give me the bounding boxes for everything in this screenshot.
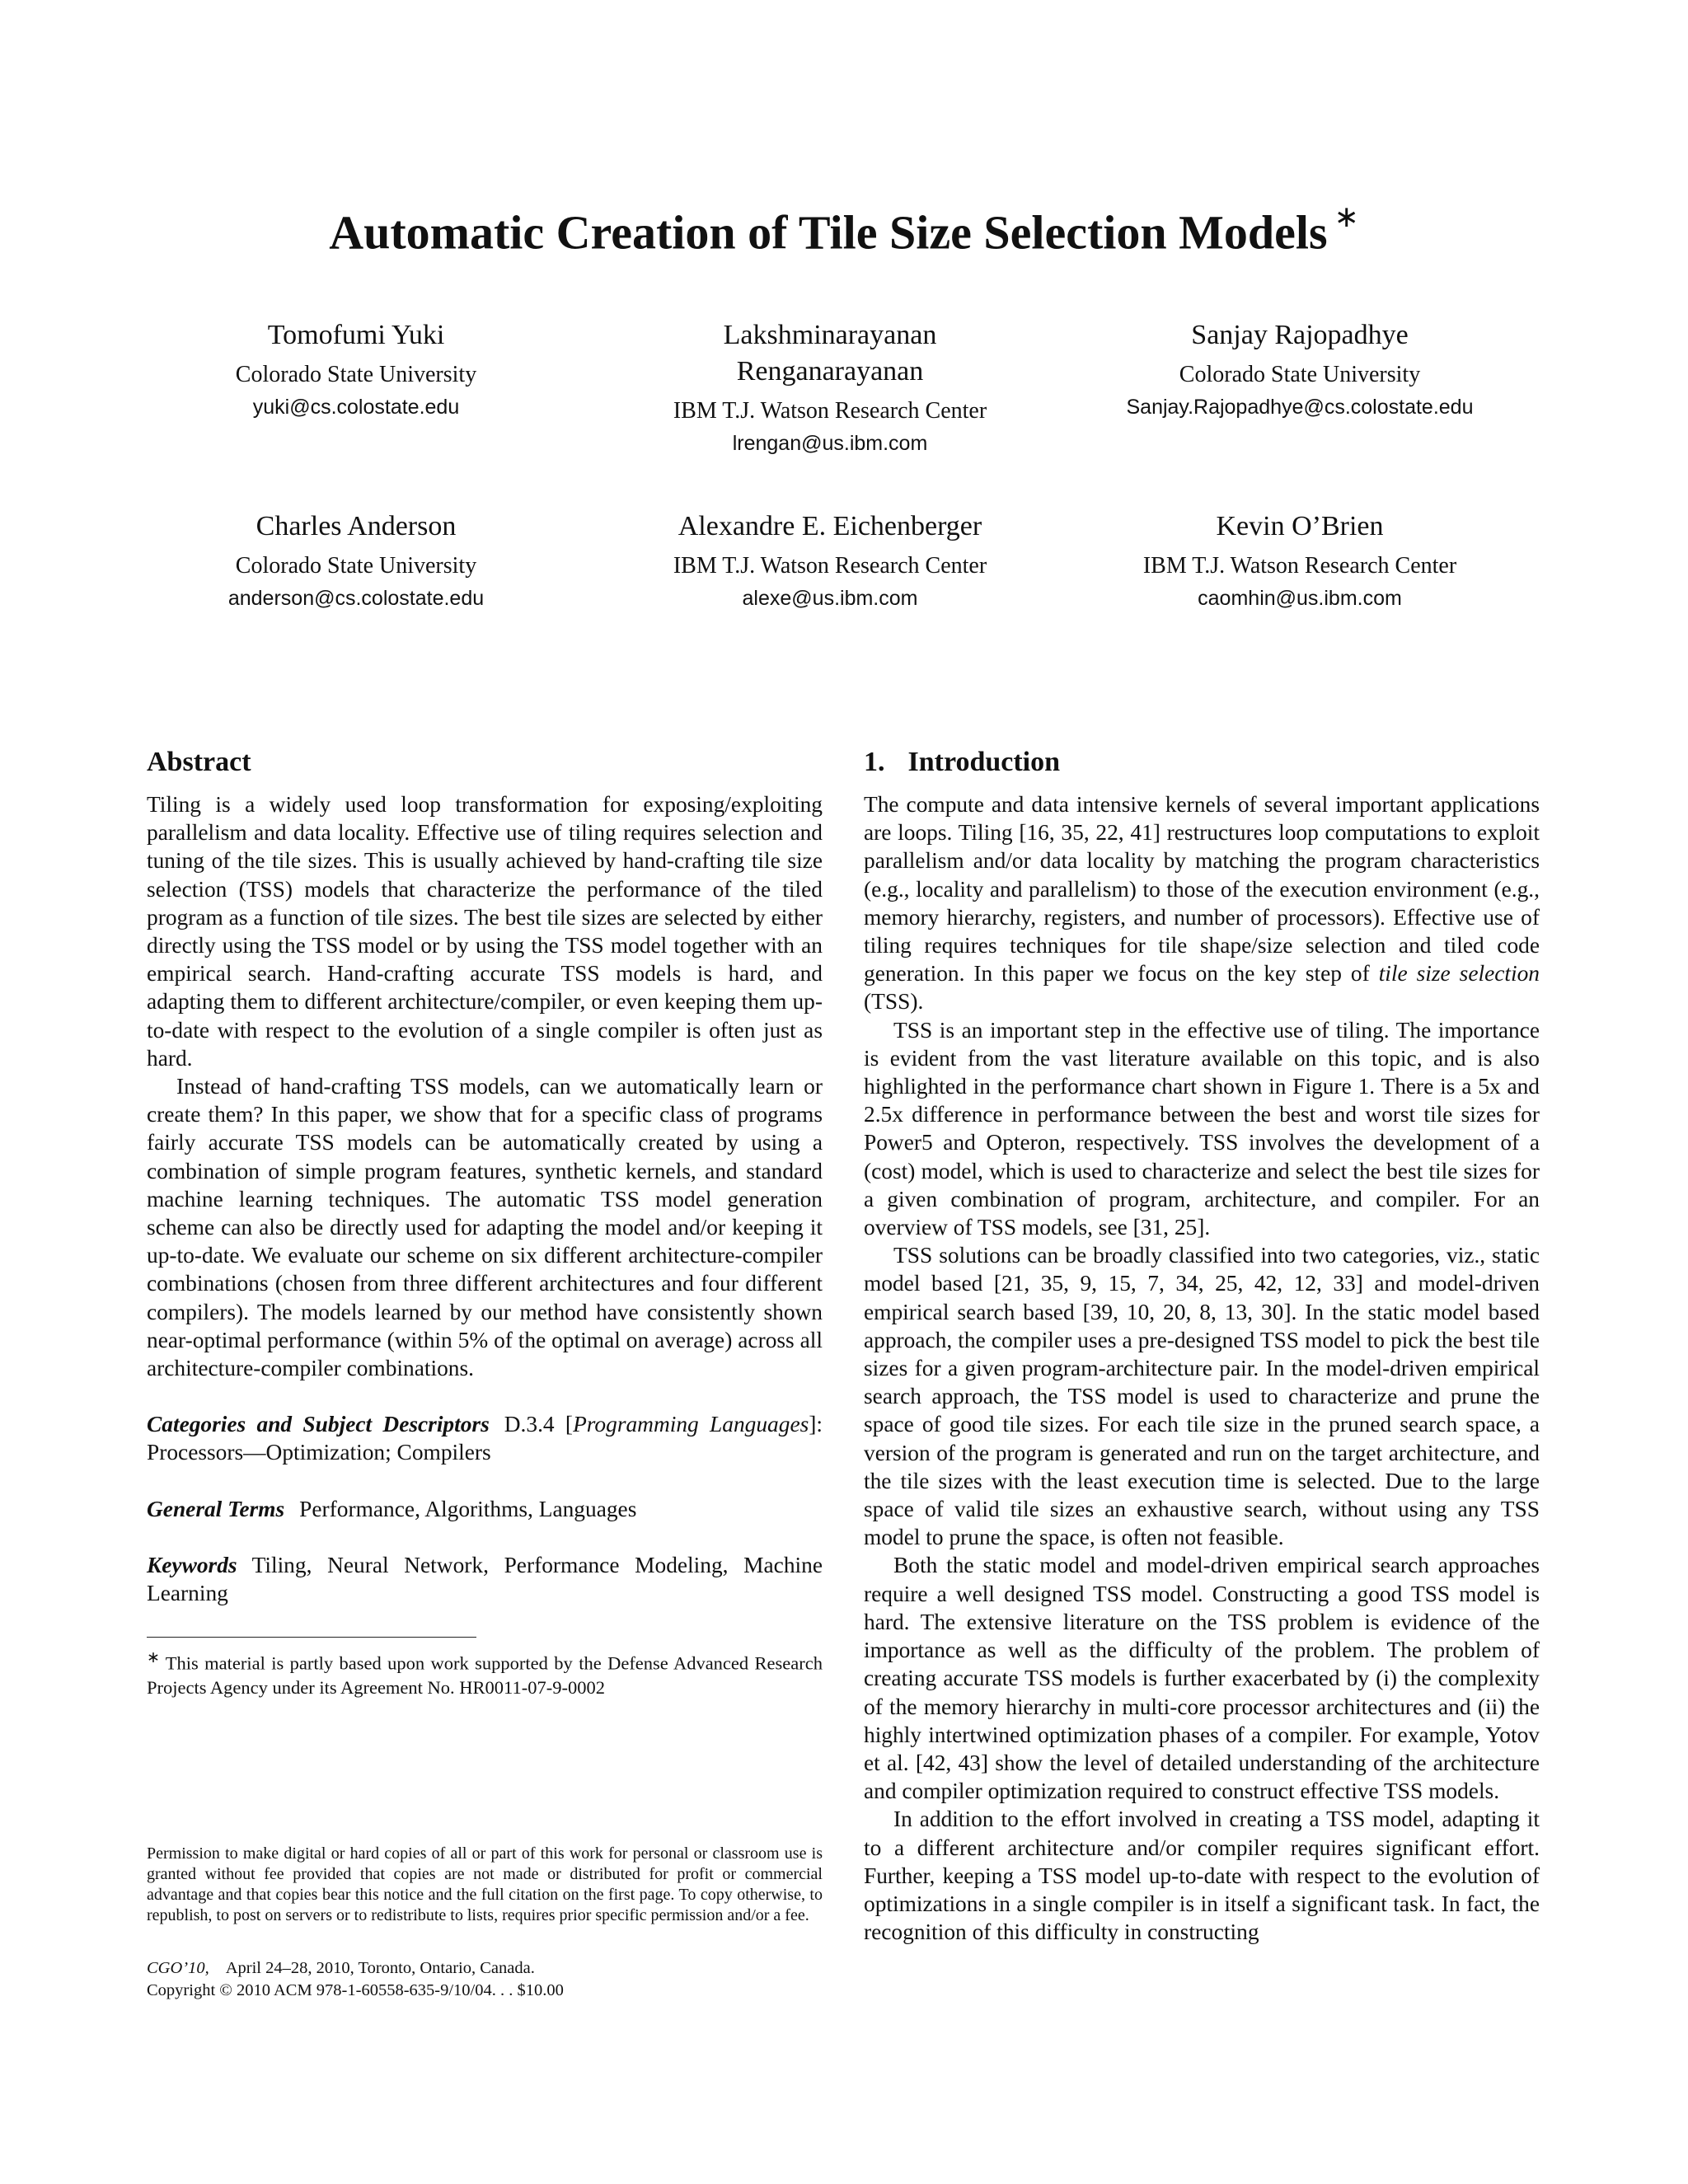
permission-notice: Permission to make digital or hard copies of all or part of this work for personal or classroom use is granted without fee provided that copies are not made or distributed for profit or commercial advantage and that copies bear this notice and the full citation on the first page. To copy otherwise, to republish, to post on servers or to redistribute to lists, requires prior specific permission and/or a fee. [147, 1844, 823, 1924]
author-name: Sanjay Rajopadhye [1191, 320, 1409, 350]
author-email: caomhin@us.ibm.com [1198, 587, 1402, 610]
author-affiliation: Colorado State University [235, 362, 477, 387]
categories-descriptors [147, 1410, 823, 1466]
footnote-mark: ∗ [147, 1649, 160, 1667]
keywords-text: Tiling, Neural Network, Performance Modeling, Machine Learning [147, 1552, 823, 1606]
footnote-divider [147, 1637, 476, 1638]
author-name: Tomofumi Yuki [267, 320, 445, 350]
intro-paragraph: TSS solutions can be broadly classified into two categories, viz., static model based [21, 35, 9, 15, 7, 34, 25, 42, 12, 33] and model-driven empirical search based [39, 10, 20, 8, 13, 30]. In the static model based approach, the compiler uses a pre-designed TSS model to pick the best tile sizes for a given program-architecture pair. In the model-driven empirical search approach, the TSS model is used to characterize and prune the space of good tile sizes. For each tile size in the pruned search space, a version of the program is generated and run on the target architecture, and the tile sizes with the least execution time is selected. Due to the large space of valid tile sizes an exhaustive search, without using any TSS model to prune the space, is often not feasible. [864, 1243, 1540, 1550]
general-terms-text: Performance, Algorithms, Languages [299, 1496, 637, 1521]
categories-label: Categories and Subject Descriptors [147, 1412, 490, 1437]
left-column [147, 746, 823, 1699]
footnote-text: This material is partly based upon work supported by the Defense Advanced Research Projects Agency under its Agreement No. HR0011-07-9-0002 [147, 1652, 823, 1698]
categories-italic: Programming Languages [573, 1412, 809, 1437]
section-number: 1. [864, 747, 885, 777]
intro-text: (TSS). [864, 989, 924, 1015]
right-column [864, 746, 1540, 1946]
author-block [1069, 317, 1531, 423]
intro-paragraph: In addition to the effort involved in creating a TSS model, adapting it to a different architecture and/or compiler requires significant effort. Further, keeping a TSS model up-to-date with respect to the evolution of optimizations in a single compiler is in itself a significant task. In fact, the recognition of this difficulty in constructing [864, 1807, 1540, 1945]
author-affiliation: Colorado State University [235, 553, 477, 579]
author-affiliation: Colorado State University [1179, 362, 1421, 387]
general-terms-label: General Terms [147, 1496, 285, 1521]
intro-paragraph: Both the static model and model-driven empirical search approaches require a well designed TSS model. Constructing a good TSS model is hard. The extensive literature on the TSS problem is evidence of the importance as well as the difficulty of the problem. The problem of creating accurate TSS models is further exacerbated by (i) the complexity of the memory hierarchy in multi-core processor architectures and (ii) the highly intertwined optimization phases of a compiler. For example, Yotov et al. [42, 43] show the level of detailed understanding of the architecture and compiler optimization required to construct effective TSS models. [864, 1553, 1540, 1804]
venue-details: April 24–28, 2010, Toronto, Ontario, Canada. [225, 1959, 535, 1977]
intro-paragraph [864, 790, 1540, 1016]
author-block [599, 509, 1061, 614]
author-block [1069, 509, 1531, 614]
venue-conference: CGO’10, [147, 1959, 209, 1977]
author-email: Sanjay.Rajopadhye@cs.colostate.edu [1126, 396, 1474, 419]
categories-rest: ]: Processors—Optimization; Compilers [147, 1412, 823, 1465]
venue-block [147, 1957, 823, 2002]
author-name: Lakshminarayanan Renganarayanan [723, 320, 937, 387]
intro-italic-term: tile size selection [1378, 961, 1540, 987]
abstract-paragraph: Instead of hand-crafting TSS models, can we automatically learn or create them? In this paper, we show that for a specific class of programs fairly accurate TSS models can be automatically created by using a combination of simple program features, synthetic kernels, and standard machine learning techniques. The automatic TSS model generation scheme can also be directly used for adapting the model and/or keeping it up-to-date. We evaluate our scheme on six different architecture-compiler combinations (chosen from three different architectures and four different compilers). The models learned by our method have consistently shown near-optimal performance (within 5% of the optimal on average) across all architecture-compiler combinations. [147, 1074, 823, 1381]
section-heading [864, 746, 1540, 779]
author-name: Charles Anderson [256, 511, 457, 541]
author-block [125, 317, 587, 423]
author-affiliation: IBM T.J. Watson Research Center [673, 553, 987, 579]
abstract-heading: Abstract [147, 747, 251, 777]
author-affiliation: IBM T.J. Watson Research Center [1142, 553, 1457, 579]
categories-code: D.3.4 [ [504, 1412, 574, 1437]
author-block [599, 317, 1061, 459]
abstract-paragraph: Tiling is a widely used loop transformation for exposing/exploiting parallelism and data locality. Effective use of tiling requires selection and tuning of the tile sizes. This is usually achieved by hand-crafting tile size selection (TSS) models that characterize the performance of the tiled program as a function of tile sizes. The best tile sizes are selected by either directly using the TSS model or by using the TSS model together with an empirical search. Hand-crafting accurate TSS models is hard, and adapting them to different architecture/compiler, or even keeping them up-to-date with respect to the evolution of a single compiler is often just as hard. [147, 792, 823, 1071]
title-text: Automatic Creation of Tile Size Selection Models [329, 205, 1328, 260]
title-footnote-mark: ∗ [1334, 200, 1359, 233]
intro-text: The compute and data intensive kernels of several important applications are loops. Tiling [16, 35, 22, 41] restructures loop computations to exploit parallelism and/or data locality by matching the program characteristics (e.g., locality and parallelism) to those of the execution environment (e.g., memory hierarchy, registers, and number of processors). Effective use of tiling requires techniques for tile shape/size selection and tiled code generation. In this paper we focus on the key step of [864, 792, 1540, 987]
section-title: Introduction [907, 747, 1061, 777]
intro-paragraph: TSS is an important step in the effective use of tiling. The importance is evident from the vast literature available on this topic, and is also highlighted in the performance chart shown in Figure 1. There is a 5x and 2.5x difference in performance between the best and worst tile sizes for Power5 and Opteron, respectively. TSS involves the development of a (cost) model, which is used to characterize and select the best tile sizes for a given combination of program, architecture, and compiler. For an overview of TSS models, see [31, 25]. [864, 1017, 1540, 1240]
paper-title [0, 200, 1688, 260]
author-email: anderson@cs.colostate.edu [227, 587, 485, 610]
author-email: alexe@us.ibm.com [742, 587, 918, 610]
author-affiliation: IBM T.J. Watson Research Center [673, 398, 987, 424]
general-terms [147, 1495, 823, 1523]
footnote [147, 1646, 823, 1699]
author-email: lrengan@us.ibm.com [732, 432, 928, 455]
keywords [147, 1551, 823, 1607]
author-name: Alexandre E. Eichenberger [678, 511, 982, 541]
author-name: Kevin O’Brien [1216, 511, 1384, 541]
author-email: yuki@cs.colostate.edu [252, 396, 460, 419]
keywords-label: Keywords [147, 1552, 237, 1577]
venue-line [147, 1957, 823, 1980]
author-block [125, 509, 587, 614]
copyright-line: Copyright © 2010 ACM 978-1-60558-635-9/10/04. . . $10.00 [147, 1981, 564, 1999]
